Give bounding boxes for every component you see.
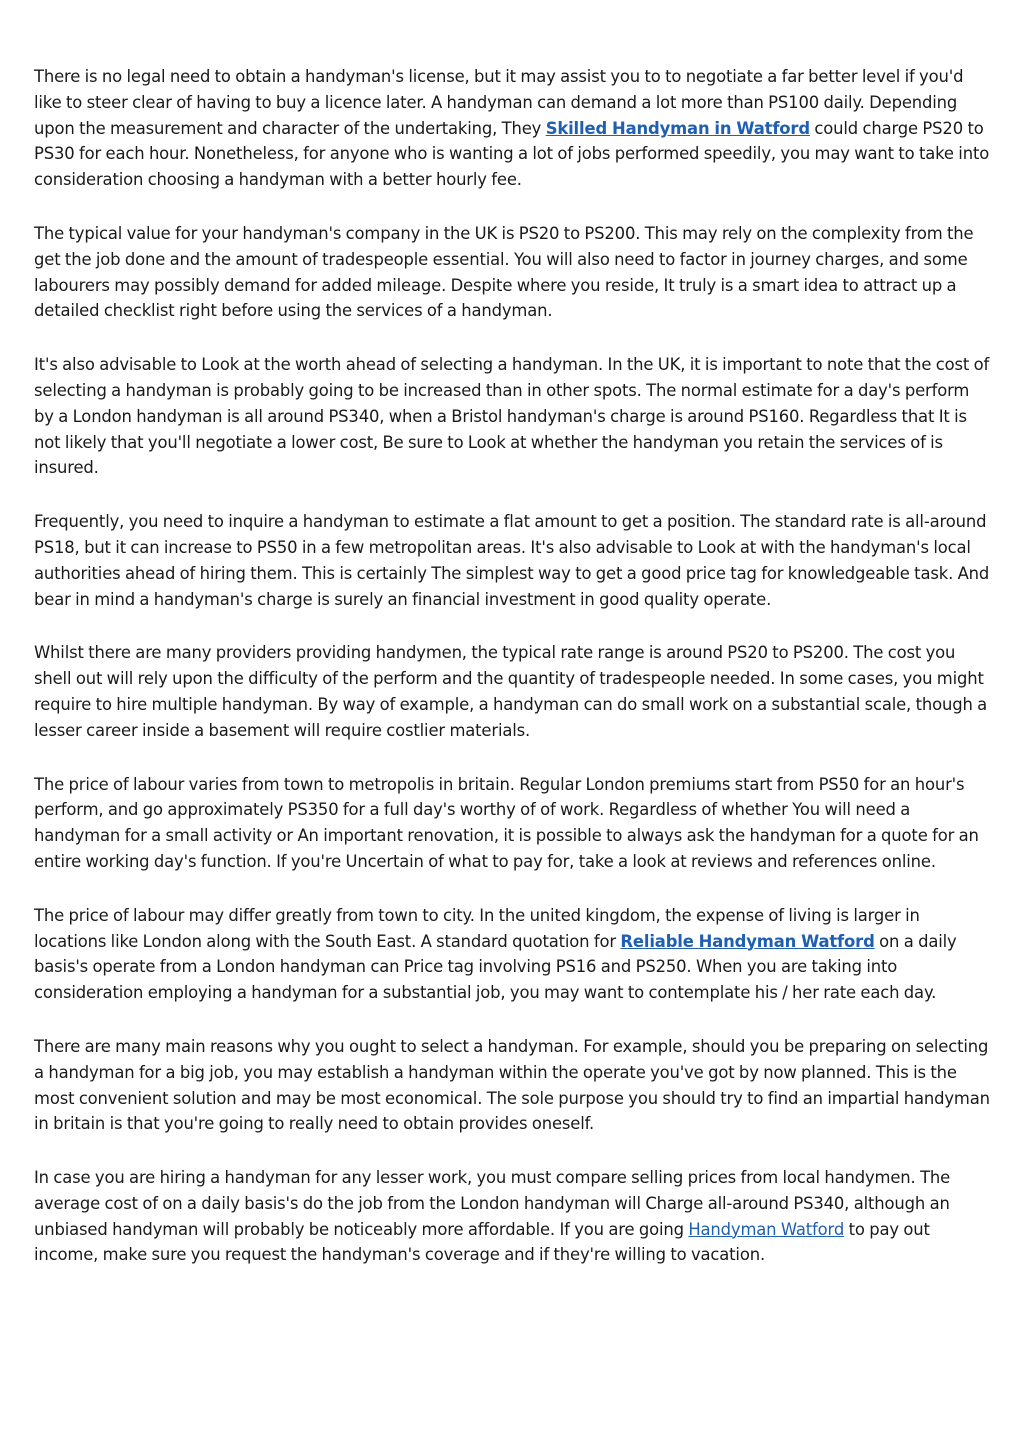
paragraph-8: There are many main reasons why you ought to select a handyman. For example, should you be preparing on selecting a handyman for a big job, you may establish a handyman within the operate you've got by now planned. This is the most convenient solution and may be most economical. The sole purpose you should try to find an impartial handyman in britain is that you're going to really need to obtain provides oneself.	[34, 1036, 990, 1134]
paragraph-1	[34, 64, 992, 193]
paragraph-1-text-before: There is no legal need to obtain a handyman's license, but it may assist you to to negotiate a far better level if you'd like to steer clear of having to buy a licence later. A handyman can demand a lot more than PS100 daily. Depending upon the measurement and character of the undertaking, They	[34, 67, 964, 138]
paragraph-9	[34, 1165, 992, 1268]
paragraph-1-text-after: could charge PS20 to PS30 for each hour. Nonetheless, for anyone who is wanting a lot of jobs performed speedily, you may want to take into consideration choosing a handyman with a better hourly fee.	[34, 118, 990, 190]
paragraph-4: Frequently, you need to inquire a handyman to estimate a flat amount to get a position. The standard rate is all-around PS18, but it can increase to PS50 in a few metropolitan areas. It's also advisable to Look at with the handyman's local authorities ahead of hiring them. This is certainly The simplest way to get a good price tag for knowledgeable task. And bear in mind a handyman's charge is surely an financial investment in good quality operate.	[34, 512, 990, 609]
document-body	[34, 64, 992, 1296]
paragraph-7-text-after: on a daily basis's operate from a London handyman can Price tag involving PS16 and PS250. When you are taking into consideration employing a handyman for a substantial job, you may want to contemplate his / her rate each day.	[34, 931, 957, 1003]
paragraph-7	[34, 903, 992, 1006]
paragraph-6: The price of labour varies from town to metropolis in britain. Regular London premiums start from PS50 for an hour's perform, and go approximately PS350 for a full day's worthy of of work. Regardless of whether You will need a handyman for a small activity or An important renovation, it is possible to always ask the handyman for a quote for an entire working day's function. If you're Uncertain of what to pay for, take a look at reviews and references online.	[34, 774, 979, 871]
paragraph-7-text-before: The price of labour may differ greatly from town to city. In the united kingdom, the expense of living is larger in locations like London along with the South East. A standard quotation for	[34, 905, 920, 951]
paragraph-5: Whilst there are many providers providing handymen, the typical rate range is around PS20 to PS200. The cost you shell out will rely upon the difficulty of the perform and the quantity of tradespeople needed. In some cases, you might require to hire multiple handyman. By way of example, a handyman can do small work on a substantial scale, though a lesser career inside a basement will require costlier materials.	[34, 643, 988, 740]
paragraph-9-text-before: In case you are hiring a handyman for any lesser work, you must compare selling prices from local handymen. The average cost of on a daily basis's do the job from the London handyman will Charge all-around PS340, although an unbiased handyman will probably be noticeably more affordable. If you are going	[34, 1168, 951, 1239]
handyman-watford-link[interactable]: Handyman Watford	[688, 1219, 845, 1239]
skilled-handyman-link[interactable]: Skilled Handyman in Watford	[545, 118, 810, 138]
paragraph-9-text-after: to pay out income, make sure you request the handyman's coverage and if they're willing to vacation.	[34, 1219, 930, 1265]
paragraph-2: The typical value for your handyman's company in the UK is PS20 to PS200. This may rely on the complexity from the get the job done and the amount of tradespeople essential. You will also need to factor in journey charges, and some labourers may possibly demand for added mileage. Despite where you reside, It truly is a smart idea to attract up a detailed checklist right before using the services of a handyman.	[34, 223, 974, 321]
reliable-handyman-link[interactable]: Reliable Handyman Watford	[620, 931, 875, 951]
paragraph-3: It's also advisable to Look at the worth ahead of selecting a handyman. In the UK, it is important to note that the cost of selecting a handyman is probably going to be increased than in other spots. The normal estimate for a day's perform by a London handyman is all around PS340, when a Bristol handyman's charge is around PS160. Regardless that It is not likely that you'll negotiate a lower cost, Be sure to Look at whether the handyman you retain the services of is insured.	[34, 355, 990, 478]
